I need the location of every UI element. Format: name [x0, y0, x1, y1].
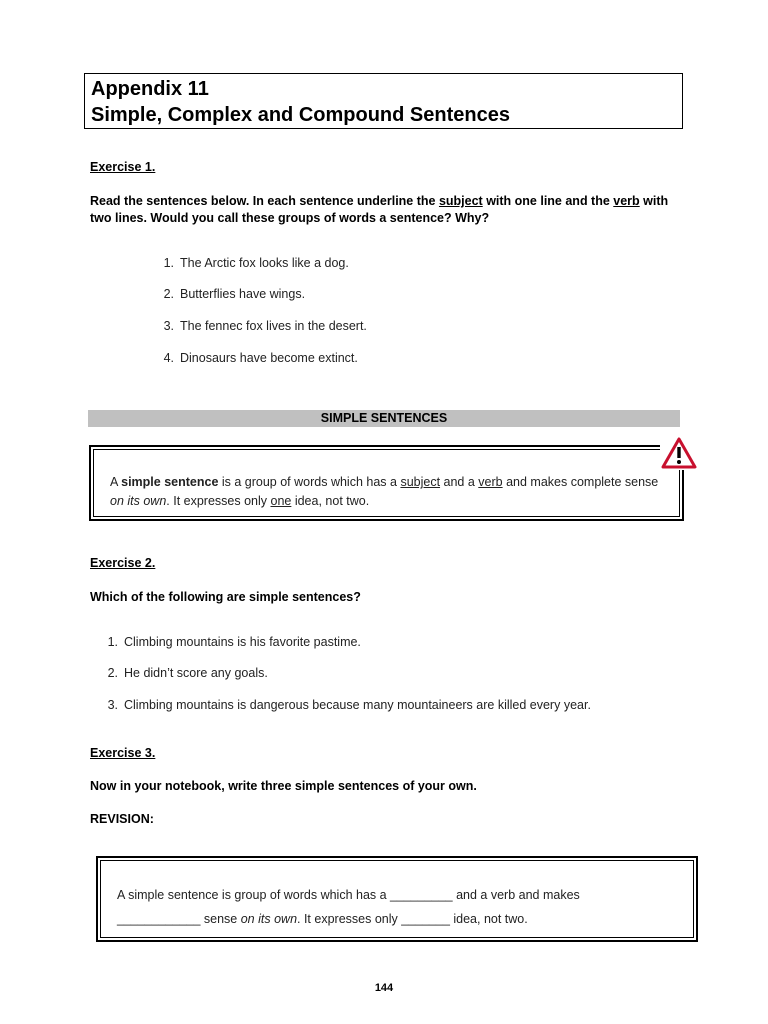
instruction-text: Read the sentences below. In each sentence underline the	[90, 194, 439, 208]
revision-label: REVISION:	[90, 812, 154, 826]
section-band-simple-sentences: SIMPLE SENTENCES	[88, 410, 680, 427]
verb-word: verb	[613, 194, 640, 208]
exercise-1-item: 2. Butterflies have wings.	[163, 287, 306, 301]
title-box	[84, 73, 683, 129]
revision-box	[96, 856, 698, 942]
warning-icon	[660, 436, 698, 470]
exercise-1-heading: Exercise 1.	[90, 160, 156, 174]
exercise-3-instruction: Now in your notebook, write three simple sentences of your own.	[90, 779, 477, 793]
document-title: Simple, Complex and Compound Sentences	[91, 104, 510, 126]
exercise-1-item: 3. The fennec fox lives in the desert.	[163, 319, 367, 333]
definition-text: A simple sentence is a group of words which has a subject and a verb and makes complete sense on its own. It expresses only one idea, not two.	[93, 449, 680, 517]
revision-line-2: ____________ sense on its own. It expresses only _______ idea, not two.	[117, 912, 528, 926]
instruction-text: with two lines. Would you call these groups of words a sentence? Why?	[90, 194, 669, 225]
exercise-2-heading: Exercise 2.	[90, 556, 156, 570]
definition-term: simple sentence	[121, 475, 219, 489]
exercise-1-item: 4. Dinosaurs have become extinct.	[163, 351, 358, 365]
exercise-3-heading: Exercise 3.	[90, 746, 156, 760]
revision-line-1: A simple sentence is group of words which has a _________ and a verb and makes	[117, 888, 580, 902]
exercise-2-question: Which of the following are simple sentences?	[90, 590, 361, 604]
exercise-1-item: 1. The Arctic fox looks like a dog.	[163, 256, 349, 270]
exercise-2-item: 1. Climbing mountains is his favorite pastime.	[107, 635, 361, 649]
revision-text	[100, 860, 694, 938]
exercise-1-instruction	[90, 193, 690, 227]
page-number: 144	[374, 982, 394, 994]
definition-box	[89, 445, 684, 521]
subject-word: subject	[438, 194, 483, 208]
instruction-text: with one line and the	[482, 194, 614, 208]
appendix-title: Appendix 11	[91, 78, 209, 100]
exercise-2-item: 3. Climbing mountains is dangerous because many mountaineers are killed every year.	[107, 698, 591, 712]
exercise-2-item: 2. He didn’t score any goals.	[107, 666, 268, 680]
